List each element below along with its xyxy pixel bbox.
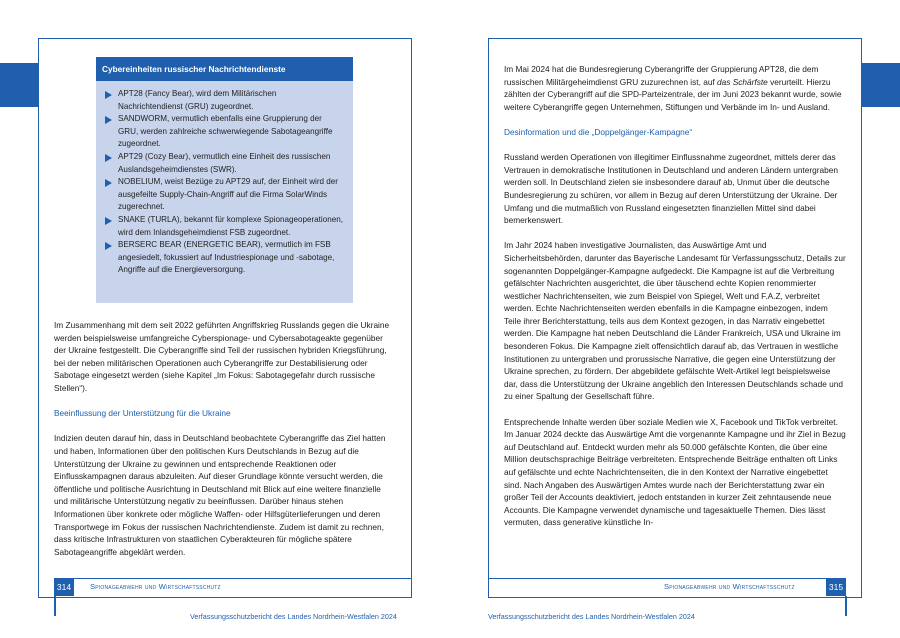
paragraph: Russland werden Operationen von illegitimer Einflussnahme zugeordnet, mittels derer das Vertrauen in demokratische Institutionen in Deutschland und anderen Ländern untergraben werden soll. In Deutschland zielen sie insbesondere darauf ab, Unmut über die deutsche Bundesregierung zu schüren, vor allem in Bezug auf deren Unterstützung der Ukraine. Der Umfang und die mutmaßlich von Russland eingesetzten finanziellen Mittel sind dabei bemerkenswert. xyxy=(504,152,838,226)
triangle-bullet-icon xyxy=(105,91,112,99)
left-edge-tab xyxy=(0,63,38,107)
info-box-item: SANDWORM, vermutlich ebenfalls eine Gruppierung der GRU, werden zahlreiche schwerwiegende Sabotageangriffe zugeordnet. xyxy=(104,113,343,151)
info-box-title: Cybereinheiten russischer Nachrichtendienste xyxy=(96,57,353,81)
paragraph: Im Zusammenhang mit dem seit 2022 geführten Angriffskrieg Russlands gegen die Ukraine werden beispielsweise umfangreiche Cyberspionage- und Cybersabotageakte gegenüber der Ukraine festgestellt. Die Cyberangriffe sind Teil der russischen hybriden Kriegsführung, bei der neben militärischen Operationen auch Cyberangriffe zur Destabilisierung oder Sabotage eingesetzt werden (siehe Kapitel „Im Fokus: Sabotagegefahr durch russische Stellen“). xyxy=(54,320,390,393)
right-footer-rule xyxy=(488,578,846,579)
page-number: 314 xyxy=(54,578,74,596)
paragraph: Im Jahr 2024 haben investigative Journalisten, das Auswärtige Amt und Sicherheitsbehörden, darunter das Bayerische Landesamt für Verfassungsschutz, Details zur sogenannten Doppelgänger-Kampagne aufgedeckt. Die Kampagne ist auf die Verbreitung gefälschter Nachrichten ausgerichtet, die über täuschend echte Kopien renommierter westlicher Nachrichtenseiten, wie zum Beispiel von Spiegel, Welt und F.A.Z, verbreitet werden. Echte Nachrichtenseiten werden ebenfalls in die Kampagne einbezogen, indem Teile ihrer Berichterstattung, teils aus dem Kontext gezogen, in das Narrativ eingebettet werden. Die Kampagne hat neben Deutschland die Länder Frankreich, USA und Ukraine im besonderen Fokus. Die Kampagne zielt offensichtlich darauf ab, das Vertrauen in westliche Institutionen zu untergraben und prorussische Narrative, die gegen eine Unterstützung der Ukraine sprechen, zu fördern. Der abgebildete gefälschte Welt-Artikel legt beispielsweise dar, dass die Unterstützung der Ukraine angeblich den Interessen Deutschlands schade und zu einer Spaltung der Gesellschaft führe. xyxy=(504,240,846,402)
paragraph: Indizien deuten darauf hin, dass in Deutschland beobachtete Cyberangriffe das Ziel hatten und haben, Informationen über den politischen Kurs Deutschlands in Bezug auf die Unterstützung der Ukraine zu gewinnen und entsprechende Reaktionen oder Einflusskampagnen daraus abzuleiten. Auf dieser Grundlage könnte versucht werden, die öffentliche und politische Ausrichtung in Deutschland mit Blick auf eine weitere finanzielle und militärische Unterstützung negativ zu beeinflussen. Darüber hinaus stehen Informationen über konkrete oder mögliche Waffen- oder Hilfsgüterlieferungen und deren Transportwege im Fokus der russischen Nachrichtendienste. Zudem ist damit zu rechnen, dass kritische Infrastrukturen von staatlichen Cyberakteuren für mögliche spätere Sabotageangriffe abgeklärt werden. xyxy=(54,433,386,557)
section-heading: Desinformation und die „Doppelgänger-Kampagne“ xyxy=(504,126,693,137)
left-footer-line xyxy=(54,596,56,616)
info-box-item: BERSERC BEAR (ENERGETIC BEAR), vermutlich im FSB angesiedelt, fokussiert auf Industriespionage und -sabotage, Angriffe auf die Energieversorgung. xyxy=(104,239,343,277)
right-body-text xyxy=(504,63,846,529)
running-title: Spionageabwehr und Wirtschaftsschutz xyxy=(664,582,795,591)
info-box-item: APT28 (Fancy Bear), wird dem Militärischen Nachrichtendienst (GRU) zugeordnet. xyxy=(104,88,343,113)
section-heading: Beeinflussung der Unterstützung für die Ukraine xyxy=(54,408,231,419)
paragraph: Im Mai 2024 hat die Bundesregierung Cyberangriffe der Gruppierung APT28, die dem russischen Militärgeheimdienst GRU zuzurechnen ist, auf das Schärfste verurteilt. Hierzu zählten der Cyberangriff auf die SPD-Parteizentrale, der im Juni 2023 bekannt wurde, sowie weitere Cyberangriffe gegen Unternehmen, Stiftungen und Verbände im In- und Ausland. xyxy=(504,64,842,112)
triangle-bullet-icon xyxy=(105,116,112,124)
left-footer-rule xyxy=(54,578,412,579)
triangle-bullet-icon xyxy=(105,242,112,250)
page-number: 315 xyxy=(826,578,846,596)
report-title: Verfassungsschutzbericht des Landes Nordrhein-Westfalen 2024 xyxy=(488,612,695,621)
info-box-item: NOBELIUM, weist Bezüge zu APT29 auf, der Einheit wird der ausgefeilte Supply-Chain-Angriff auf die Firma SolarWinds zugerechnet. xyxy=(104,176,343,214)
info-box-item: SNAKE (TURLA), bekannt für komplexe Spionageoperationen, wird dem Inlandsgeheimdienst FSB zugeordnet. xyxy=(104,214,343,239)
right-edge-tab xyxy=(862,63,900,107)
info-box-item: APT29 (Cozy Bear), vermutlich eine Einheit des russischen Auslandsgeheimdienstes (SWR). xyxy=(104,151,343,176)
info-box-list xyxy=(96,81,353,277)
triangle-bullet-icon xyxy=(105,179,112,187)
right-footer-line xyxy=(845,596,847,616)
paragraph: Entsprechende Inhalte werden über soziale Medien wie X, Facebook und TikTok verbreitet. Im Januar 2024 deckte das Auswärtige Amt die vorgenannte Kampagne und ihr Ziel in Bezug auf Deutschland auf. Entdeckt wurden mehr als 50.000 gefälschte Konten, die über eine Million deutschsprachige Beiträge verbreiteten. Entsprechende Beiträge enthalten oft Links auf gefälschte und echte Nachrichtenseiten, die in den Kontext der Narrative eingebettet sind. Nach Angaben des Auswärtigen Amtes wurde nach der Berichterstattung zwar ein großer Teil der Accounts deaktiviert, jedoch entstanden in kurzer Zeit zehntausende neue Accounts. Die Kampagne verwendet dynamische und tagesaktuelle Themen. Dies lässt vermuten, dass generative künstliche In- xyxy=(504,416,846,528)
triangle-bullet-icon xyxy=(105,217,112,225)
info-box-cyber-units xyxy=(96,57,353,303)
triangle-bullet-icon xyxy=(105,154,112,162)
report-title: Verfassungsschutzbericht des Landes Nordrhein-Westfalen 2024 xyxy=(190,612,397,621)
left-body-text xyxy=(54,319,396,558)
running-title: Spionageabwehr und Wirtschaftsschutz xyxy=(90,582,221,591)
